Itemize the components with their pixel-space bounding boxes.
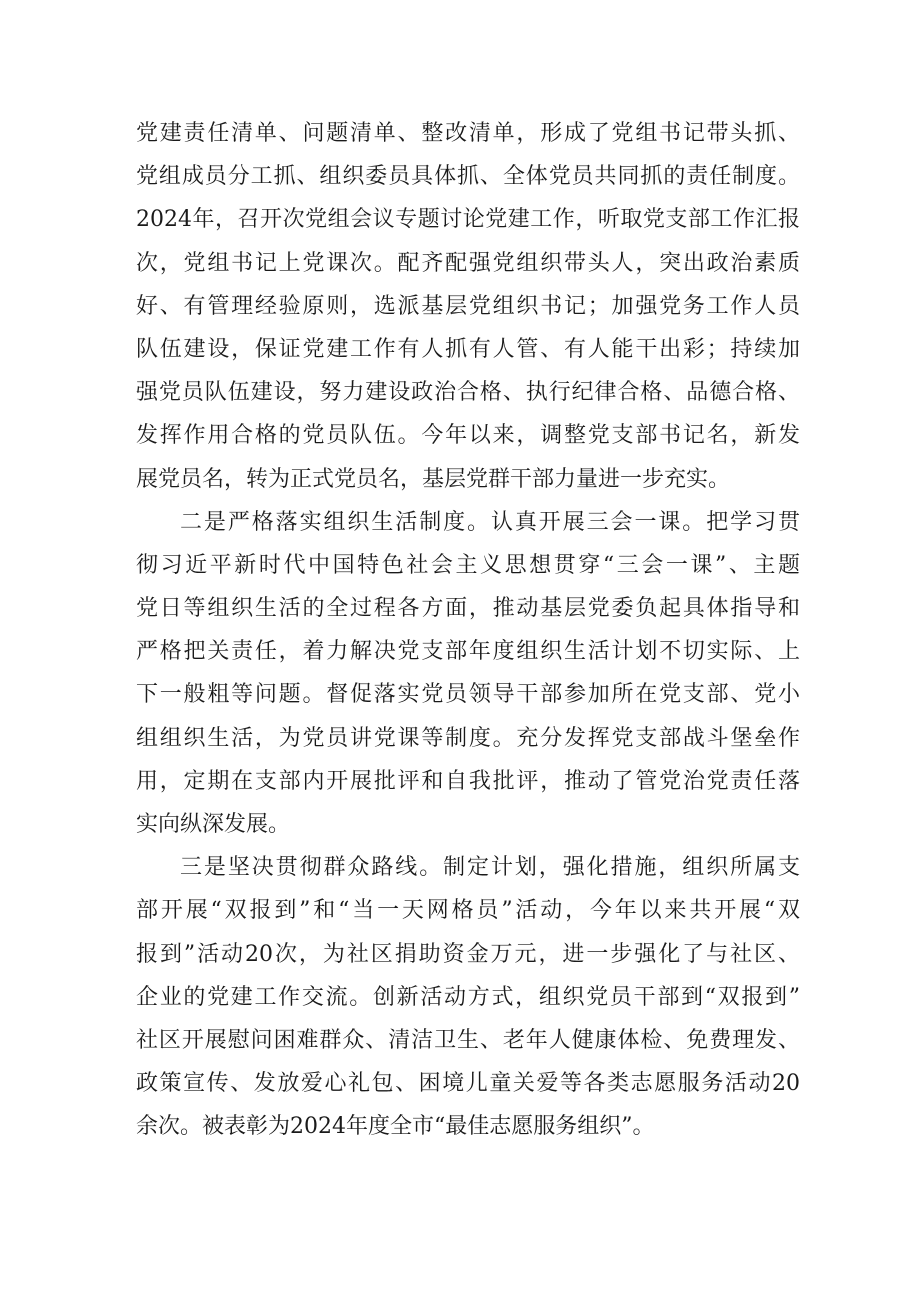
text-line: 次，党组书记上党课次。配齐配强党组织带头人，突出政治素质 xyxy=(136,250,800,276)
text-line: 好、有管理经验原则，选派基层党组织书记；加强党务工作人员 xyxy=(136,293,800,319)
text-line: 展党员名，转为正式党员名，基层党群干部力量进一步充实。 xyxy=(136,466,731,492)
text-line: 彻习近平新时代中国特色社会主义思想贯穿“三会一课”、主题 xyxy=(136,552,800,578)
text-line: 发挥作用合格的党员队伍。今年以来，调整党支部书记名，新发 xyxy=(136,423,800,449)
text-line: 2024年，召开次党组会议专题讨论党建工作，听取党支部工作汇报 xyxy=(136,207,800,233)
text-line: 政策宣传、发放爱心礼包、困境儿童关爱等各类志愿服务活动20 xyxy=(136,1071,800,1097)
text-line: 强党员队伍建设，努力建设政治合格、执行纪律合格、品德合格、 xyxy=(136,380,800,406)
text-line: 队伍建设，保证党建工作有人抓有人管、有人能干出彩；持续加 xyxy=(136,336,800,362)
text-line: 严格把关责任，着力解决党支部年度组织生活计划不切实际、上 xyxy=(136,639,800,665)
paragraph-2 xyxy=(136,501,800,847)
text-line: 二是严格落实组织生活制度。认真开展三会一课。把学习贯 xyxy=(180,509,800,535)
body-text xyxy=(136,112,800,1149)
text-line: 实向纵深发展。 xyxy=(136,812,291,837)
text-line: 组组织生活，为党员讲党课等制度。充分发挥党支部战斗堡垒作 xyxy=(136,725,800,751)
paragraph-1 xyxy=(136,112,800,501)
text-line: 下一般粗等问题。督促落实党员领导干部参加所在党支部、党小 xyxy=(136,682,800,708)
text-line: 报到”活动20次，为社区捐助资金万元，进一步强化了与社区、 xyxy=(136,941,800,967)
text-line: 部开展“双报到”和“当一天网格员”活动，今年以来共开展“双 xyxy=(136,898,800,924)
text-line: 余次。被表彰为2024年度全市“最佳志愿服务组织”。 xyxy=(136,1114,655,1140)
paragraph-3 xyxy=(136,846,800,1148)
text-line: 党日等组织生活的全过程各方面，推动基层党委负起具体指导和 xyxy=(136,596,800,622)
text-line: 用，定期在支部内开展批评和自我批评，推动了管党治党责任落 xyxy=(136,768,800,794)
text-line: 社区开展慰问困难群众、清洁卫生、老年人健康体检、免费理发、 xyxy=(136,1027,800,1053)
text-line: 党建责任清单、问题清单、整改清单，形成了党组书记带头抓、 xyxy=(136,121,800,146)
text-line: 三是坚决贯彻群众路线。制定计划，强化措施，组织所属支 xyxy=(180,855,800,881)
text-line: 党组成员分工抓、组织委员具体抓、全体党员共同抓的责任制度。 xyxy=(136,164,800,190)
text-line: 企业的党建工作交流。创新活动方式，组织党员干部到“双报到” xyxy=(136,984,800,1010)
